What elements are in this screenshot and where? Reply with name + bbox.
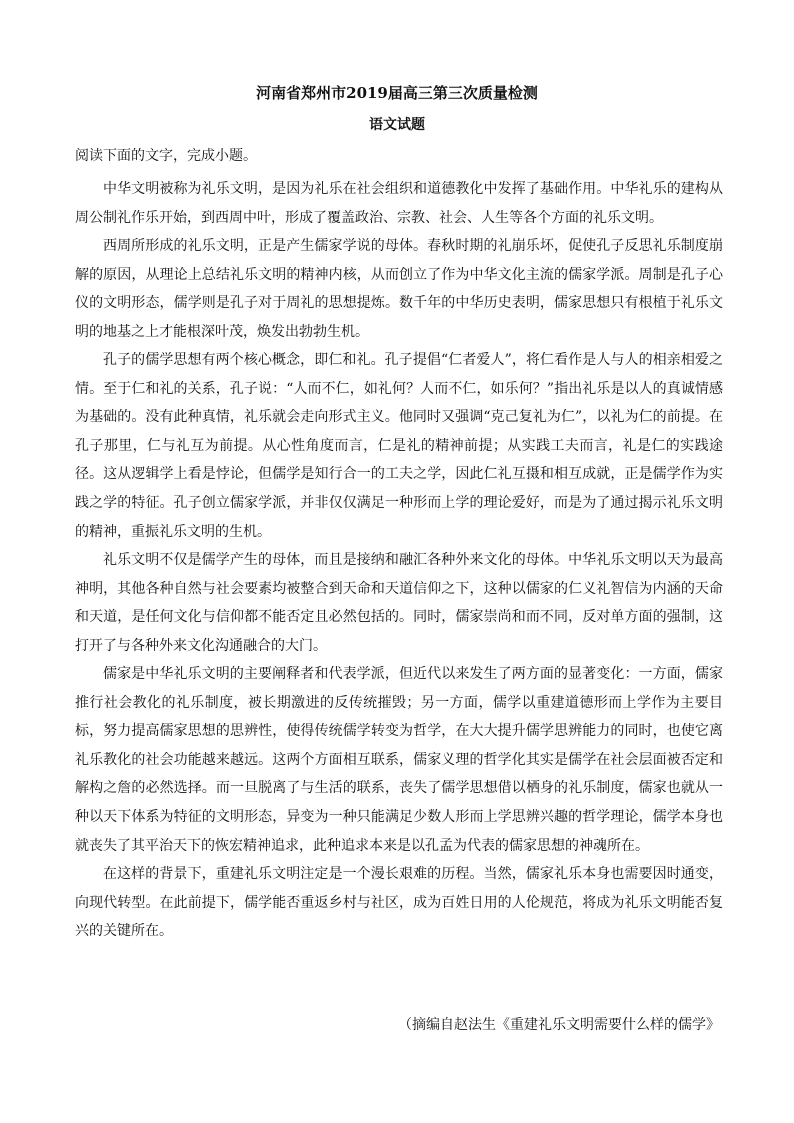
paragraph-5: 儒家是中华礼乐文明的主要阐释者和代表学派，但近代以来发生了两方面的显著变化：一方面，儒家推行社会教化的礼乐制度，被长期激进的反传统摧毁；另一方面，儒学以重建道德形而上学作为主要目标，努力提高儒家思想的思辨性，使得传统儒学转变为哲学，在大大提升儒学思辨能力的同时，也使它离礼乐教化的社会功能越来越远。这两个方面相互联系，儒家义理的哲学化其实是儒学在社会层面被否定和解构之詹的必然选择。而一旦脱离了与生活的联系，丧失了儒学思想借以栖身的礼乐制度，儒家也就从一种以天下体系为特征的文明形态，异变为一种只能满足少数人形而上学思辨兴趣的哲学理论，儒学本身也就丧失了其平治天下的恢宏精神追求，此种追求本来是以孔孟为代表的儒家思想的神魂所在。: [75, 666, 723, 854]
document-title: 河南省郑州市2019届高三第三次质量检测: [256, 84, 538, 102]
paragraph-4: 礼乐文明不仅是儒学产生的母体，而且是接纳和融汇各种外来文化的母体。中华礼乐文明以天为最高神明，其他各种自然与社会要素均被整合到天命和天道信仰之下，这种以儒家的仁义礼智信为内涵的天命和天道，是任何文化与信仰都不能否定且必然包括的。同时，儒家崇尚和而不同，反对单方面的强制，这打开了与各种外来文化沟通融合的大门。: [75, 552, 723, 654]
instruction-text: 阅读下面的文字，完成小题。: [75, 148, 257, 164]
document-subtitle: 语文试题: [369, 117, 425, 133]
article-body: [75, 175, 723, 946]
paragraph-1: 中华文明被称为礼乐文明，是因为礼乐在社会组织和道德教化中发挥了基础作用。中华礼乐的建构从周公制礼作乐开始，到西周中叶，形成了覆盖政治、宗教、社会、人生等各个方面的礼乐文明。: [75, 181, 723, 226]
paragraph-6: 在这样的背景下，重建礼乐文明注定是一个漫长艰难的历程。当然，儒家礼乐本身也需要因时通变，向现代转型。在此前提下，儒学能否重返乡村与社区，成为百姓日用的人伦规范，将成为礼乐文明能否复兴的关键所在。: [75, 866, 723, 940]
paragraph-3: 孔子的儒学思想有两个核心概念，即仁和礼。孔子提倡“仁者爱人”，将仁看作是人与人的相亲相爱之情。至于仁和礼的关系，孔子说：“人而不仁，如礼何？人而不仁，如乐何？”指出礼乐是以人的真诚情感为基础的。没有此种真情，礼乐就会走向形式主义。他同时又强调“克己复礼为仁”，以礼为仁的前提。在孔子那里，仁与礼互为前提。从心性角度而言，仁是礼的精神前提；从实践工夫而言，礼是仁的实践途径。这从逻辑学上看是悖论，但儒学是知行合一的工夫之学，因此仁礼互摄和相互成就，正是儒学作为实践之学的特征。孔子创立儒家学派，并非仅仅满足一种形而上学的理论爱好，而是为了通过揭示礼乐文明的精神，重振礼乐文明的生机。: [75, 352, 723, 540]
source-citation: （摘编自赵法生《重建礼乐文明需要什么样的儒学》: [398, 1017, 720, 1033]
paragraph-2: 西周所形成的礼乐文明，正是产生儒家学说的母体。春秋时期的礼崩乐坏，促使孔子反思礼乐制度崩解的原因，从理论上总结礼乐文明的精神内核，从而创立了作为中华文化主流的儒家学派。周制是孔子心仪的文明形态，儒学则是孔子对于周礼的思想提炼。数千年的中华历史表明，儒家思想只有根植于礼乐文明的地基之上才能根深叶茂，焕发出勃勃生机。: [75, 238, 723, 340]
